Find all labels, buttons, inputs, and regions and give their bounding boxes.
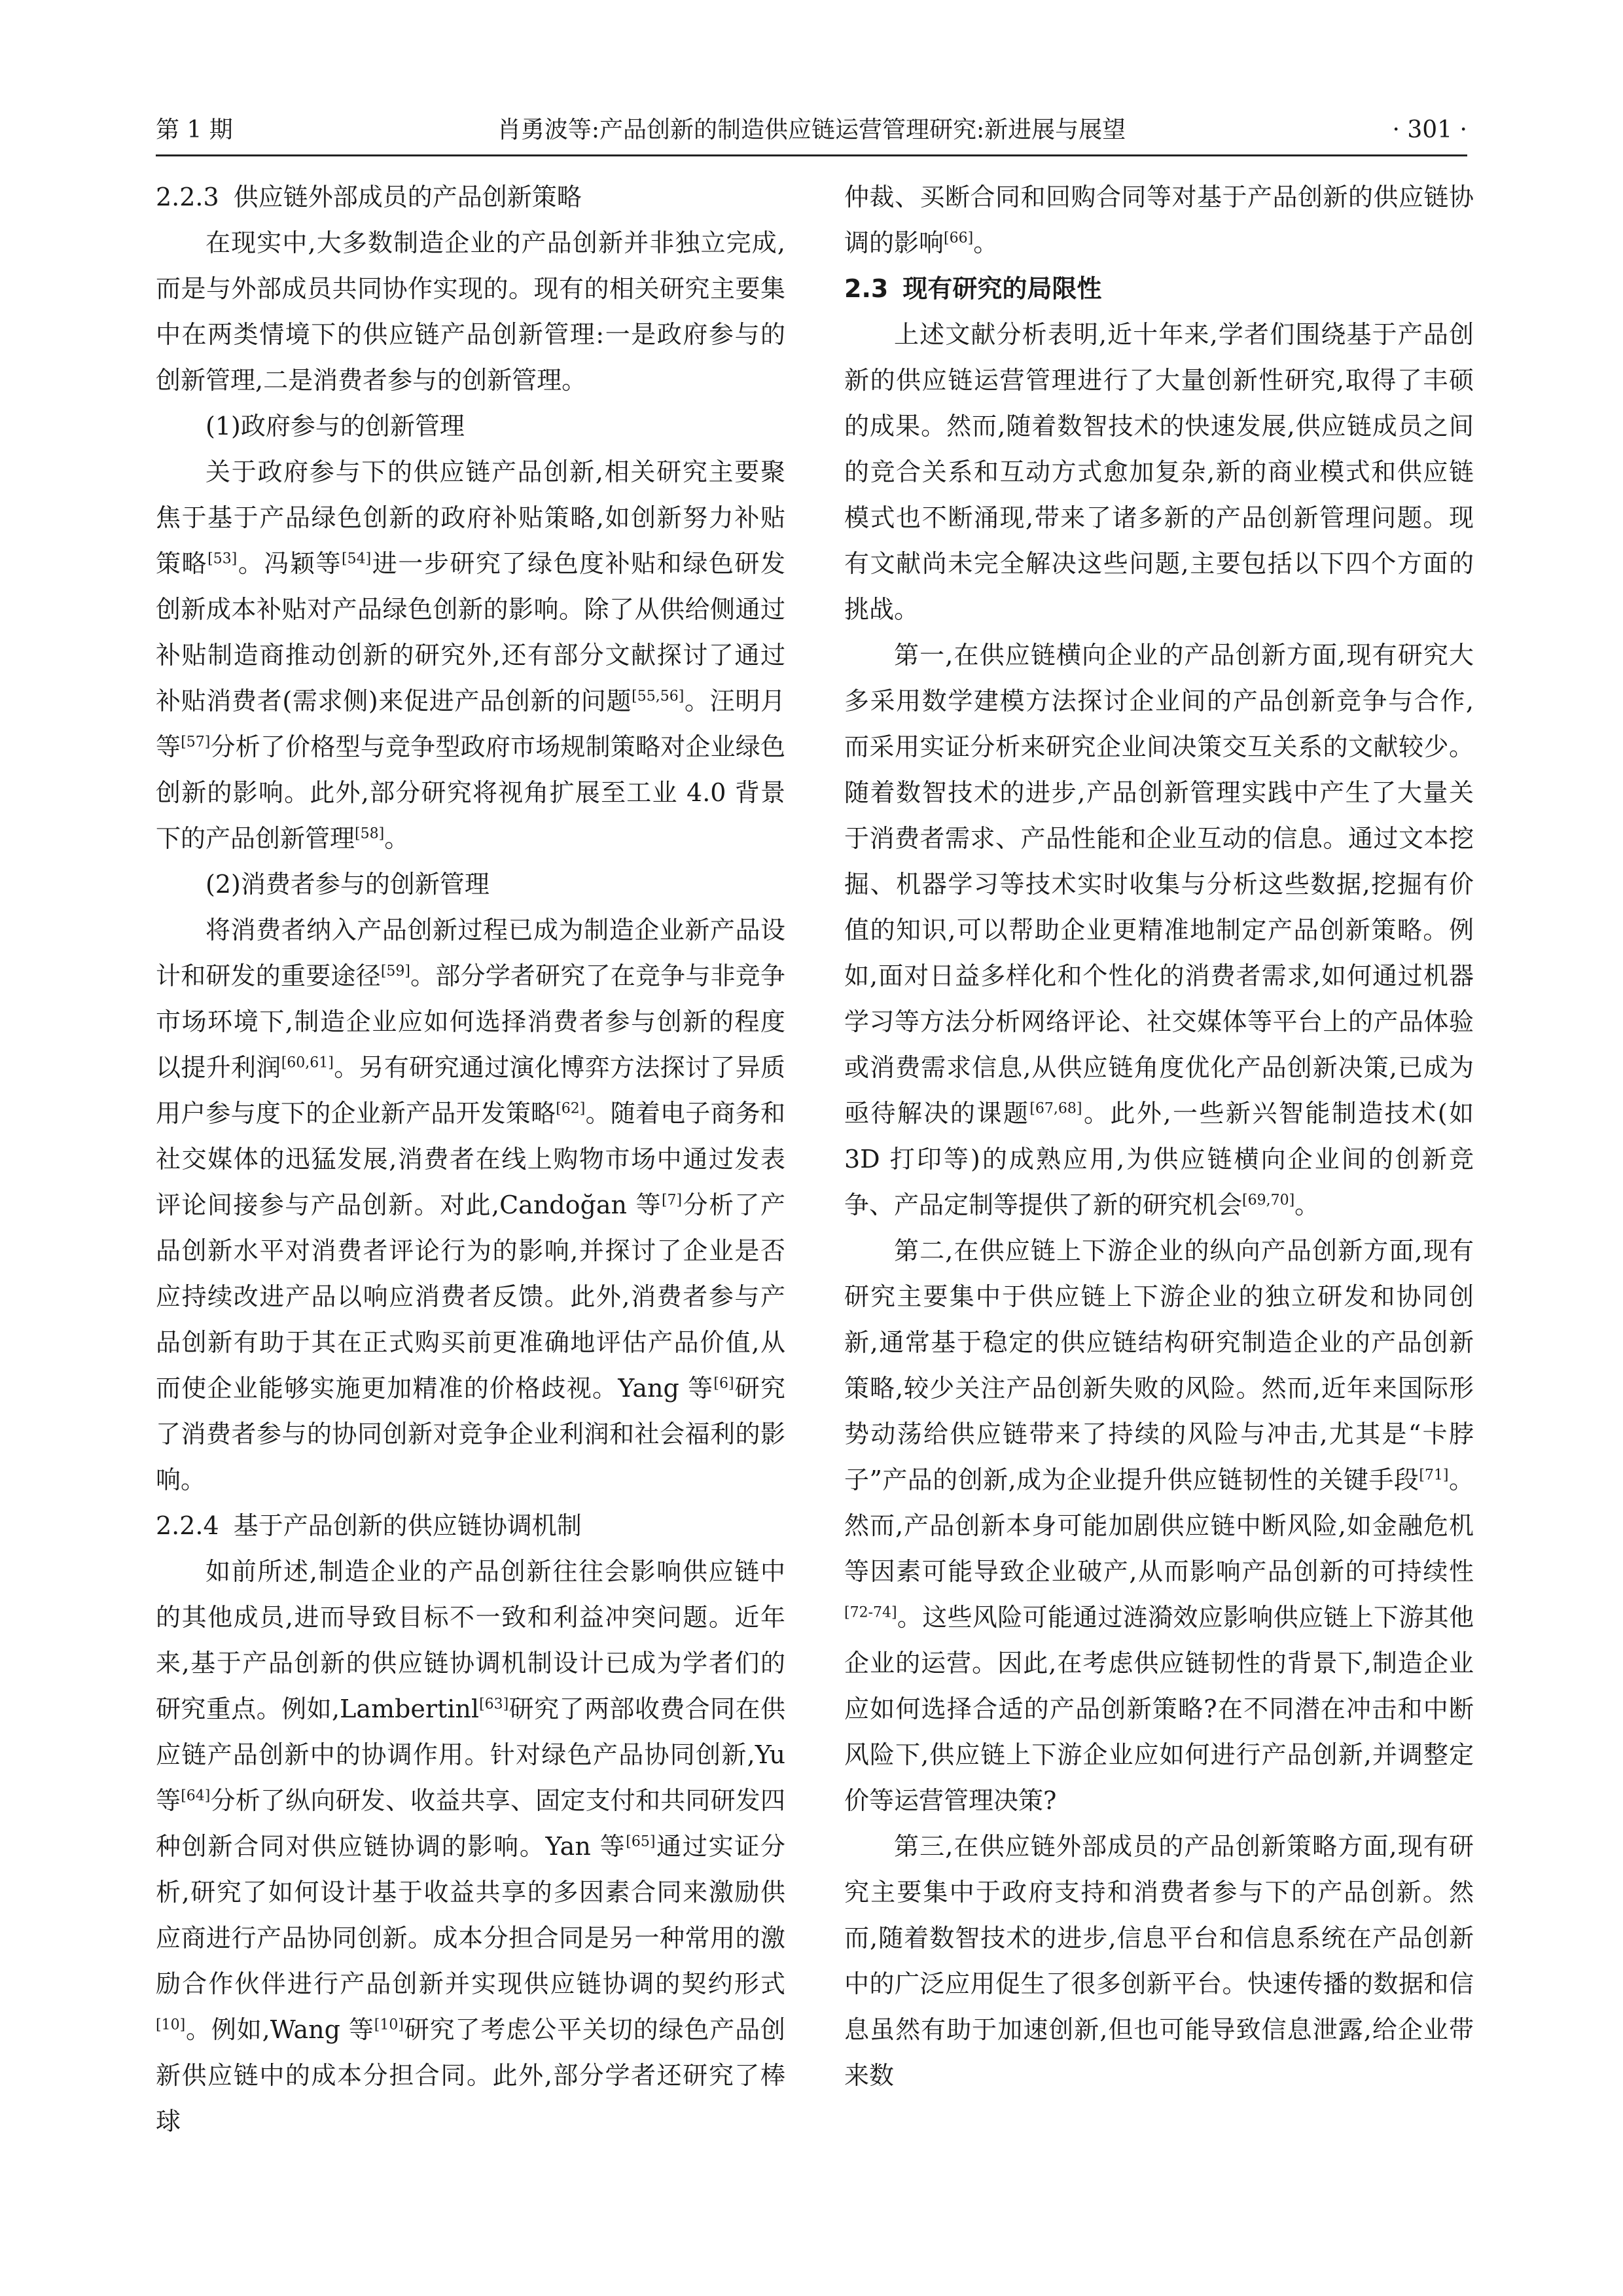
- text-run: 。: [973, 228, 999, 257]
- paragraph: 第三,在供应链外部成员的产品创新策略方面,现有研究主要集中于政府支持和消费者参与下的产品创新。然而,随着数智技术的进步,信息平台和信息系统在产品创新中的广泛应用促生了很多创新平台。快速传播的数据和信息虽然有助于加速创新,但也可能导致信息泄露,给企业带来数: [844, 1832, 1474, 2090]
- paragraph: 在现实中,大多数制造企业的产品创新并非独立完成,而是与外部成员共同协作实现的。现有的相关研究主要集中在两类情境下的供应链产品创新管理:一是政府参与的创新管理,二是消费者参与的创新管理。: [156, 228, 785, 395]
- citation: [62]: [556, 1100, 586, 1117]
- paragraph-continuation: [844, 174, 1474, 266]
- citation: [10]: [374, 2017, 404, 2034]
- page-number: · 301 ·: [1392, 117, 1467, 143]
- section-heading-2-3: [844, 266, 1474, 312]
- citation: [54]: [342, 550, 372, 567]
- citation: [59]: [380, 963, 410, 980]
- text-run: 。随着电子商务和社交媒体的迅猛发展,消费者在线上购物市场中通过发表评论间接参与产品创新。对此,Candoğan 等: [156, 1099, 785, 1219]
- text-run: 。部分学者研究了在竞争与非竞争市场环境下,制造企业应如何选择消费者参与创新的程度以提升利润: [156, 961, 785, 1082]
- citation: [65]: [626, 1833, 656, 1850]
- section-title: 供应链外部成员的产品创新策略: [233, 183, 582, 211]
- paragraph: [156, 907, 785, 1503]
- text-run: 。另有研究通过演化博弈方法探讨了异质用户参与度下的企业新产品开发策略: [156, 1053, 785, 1128]
- left-column: [156, 174, 785, 2144]
- paragraph: 上述文献分析表明,近十年来,学者们围绕基于产品创新的供应链运营管理进行了大量创新性研究,取得了丰硕的成果。然而,随着数智技术的快速发展,供应链成员之间的竞合关系和互动方式愈加复杂,新的商业模式和供应链模式也不断涌现,带来了诸多新的产品创新管理问题。现有文献尚未完全解决这些问题,主要包括以下四个方面的挑战。: [844, 320, 1474, 624]
- section-title: 基于产品创新的供应链协调机制: [233, 1511, 582, 1540]
- citation: [63]: [479, 1696, 509, 1713]
- text-run: 分析了纵向研发、收益共享、固定支付和共同研发四种创新合同对供应链协调的影响。Yan 等: [156, 1786, 785, 1861]
- citation: [58]: [355, 825, 385, 842]
- text-run: 研究了考虑公平关切的绿色产品创新供应链中的成本分担合同。此外,部分学者还研究了棒球: [156, 2015, 785, 2136]
- text-run: 分析了价格型与竞争型政府市场规制策略对企业绿色创新的影响。此外,部分研究将视角扩展至工业 4.0 背景下的产品创新管理: [156, 732, 785, 853]
- text-run: 研究了消费者参与的协同创新对竞争企业利润和社会福利的影响。: [156, 1374, 785, 1494]
- paragraph: [156, 1549, 785, 2144]
- text-run: 。汪明月等: [156, 687, 785, 761]
- text-run: 研究了两部收费合同在供应链产品创新中的协调作用。针对绿色产品协同创新,Yu 等: [156, 1695, 785, 1815]
- citation: [69,70]: [1242, 1192, 1295, 1209]
- text-run: 。: [1294, 1191, 1320, 1219]
- running-title: 肖勇波等:产品创新的制造供应链运营管理研究:新进展与展望: [497, 117, 1126, 143]
- text-run: 第二,在供应链上下游企业的纵向产品创新方面,现有研究主要集中于供应链上下游企业的独立研发和协同创新,通常基于稳定的供应链结构研究制造企业的产品创新策略,较少关注产品创新失败的风险。然而,近年来国际形势动荡给供应链带来了持续的风险与冲击,尤其是“卡脖子”产品的创新,成为企业提升供应链韧性的关键手段: [844, 1236, 1474, 1494]
- text-run: 进一步研究了绿色度补贴和绿色研发创新成本补贴对产品绿色创新的影响。除了从供给侧通过补贴制造商推动创新的研究外,还有部分文献探讨了通过补贴消费者(需求侧)来促进产品创新的问题: [156, 549, 785, 715]
- citation: [53]: [207, 550, 238, 567]
- citation: [57]: [181, 734, 211, 751]
- citation: [72-74]: [844, 1604, 897, 1621]
- citation: [71]: [1419, 1467, 1449, 1484]
- section-heading-2-2-3: [156, 174, 785, 220]
- text-run: 关于政府参与下的供应链产品创新,相关研究主要聚焦于基于产品绿色创新的政府补贴策略,如创新努力补贴策略: [156, 457, 785, 578]
- text-run: 仲裁、买断合同和回购合同等对基于产品创新的供应链协调的影响: [844, 183, 1474, 257]
- text-run: 通过实证分析,研究了如何设计基于收益共享的多因素合同来激励供应商进行产品协同创新。成本分担合同是另一种常用的激励合作伙伴进行产品创新并实现供应链协调的契约形式: [156, 1832, 785, 1998]
- right-column: [844, 174, 1474, 2098]
- section-number: 2.3: [844, 274, 889, 303]
- text-run: 。此外,一些新兴智能制造技术(如 3D 打印等)的成熟应用,为供应链横向企业间的创新竞争、产品定制等提供了新的研究机会: [844, 1099, 1474, 1219]
- paragraph: [844, 632, 1474, 1228]
- section-heading-2-2-4: [156, 1503, 785, 1549]
- subsection-heading-consumer: (2)消费者参与的创新管理: [205, 870, 490, 899]
- citation: [66]: [944, 230, 974, 247]
- section-number: 2.2.4: [156, 1511, 219, 1540]
- text-run: 。然而,产品创新本身可能加剧供应链中断风险,如金融危机等因素可能导致企业破产,从而影响产品创新的可持续性: [844, 1465, 1474, 1586]
- text-run: 。这些风险可能通过涟漪效应影响供应链上下游其他企业的运营。因此,在考虑供应链韧性的背景下,制造企业应如何选择合适的产品创新策略?在不同潜在冲击和中断风险下,供应链上下游企业应如何进行产品创新,并调整定价等运营管理决策?: [844, 1603, 1474, 1815]
- text-run: 分析了产品创新水平对消费者评论行为的影响,并探讨了企业是否应持续改进产品以响应消费者反馈。此外,消费者参与产品创新有助于其在正式购买前更准确地评估产品价值,从而使企业能够实施更加精准的价格歧视。Yang 等: [156, 1191, 785, 1403]
- issue-number: 第 1 期: [156, 117, 233, 143]
- citation: [67,68]: [1029, 1100, 1082, 1117]
- text-run: 第一,在供应链横向企业的产品创新方面,现有研究大多采用数学建模方法探讨企业间的产品创新竞争与合作,而采用实证分析来研究企业间决策交互关系的文献较少。随着数智技术的进步,产品创新管理实践中产生了大量关于消费者需求、产品性能和企业互动的信息。通过文本挖掘、机器学习等技术实时收集与分析这些数据,挖掘有价值的知识,可以帮助企业更精准地制定产品创新策略。例如,面对日益多样化和个性化的消费者需求,如何通过机器学习等方法分析网络评论、社交媒体等平台上的产品体验或消费需求信息,从供应链角度优化产品创新决策,已成为亟待解决的课题: [844, 641, 1474, 1128]
- section-number: 2.2.3: [156, 183, 219, 211]
- citation: [7]: [661, 1192, 683, 1209]
- text-run: 。冯颖等: [237, 549, 342, 578]
- citation: [60,61]: [281, 1054, 334, 1071]
- running-header: [156, 110, 1467, 151]
- text-run: 将消费者纳入产品创新过程已成为制造企业新产品设计和研发的重要途径: [156, 916, 785, 990]
- text-run: 。例如,Wang 等: [185, 2015, 374, 2044]
- text-run: 如前所述,制造企业的产品创新往往会影响供应链中的其他成员,进而导致目标不一致和利益冲突问题。近年来,基于产品创新的供应链协调机制设计已成为学者们的研究重点。例如,Lambertinl: [156, 1557, 785, 1723]
- text-run: 。: [384, 824, 410, 853]
- paragraph: [844, 1228, 1474, 1823]
- section-title: 现有研究的局限性: [902, 274, 1102, 303]
- citation: [55,56]: [632, 688, 685, 705]
- paragraph: [156, 449, 785, 861]
- citation: [6]: [713, 1375, 734, 1392]
- header-rule: [156, 154, 1467, 156]
- citation: [64]: [181, 1787, 211, 1804]
- citation: [10]: [156, 2017, 186, 2034]
- subsection-heading-government: (1)政府参与的创新管理: [205, 412, 465, 440]
